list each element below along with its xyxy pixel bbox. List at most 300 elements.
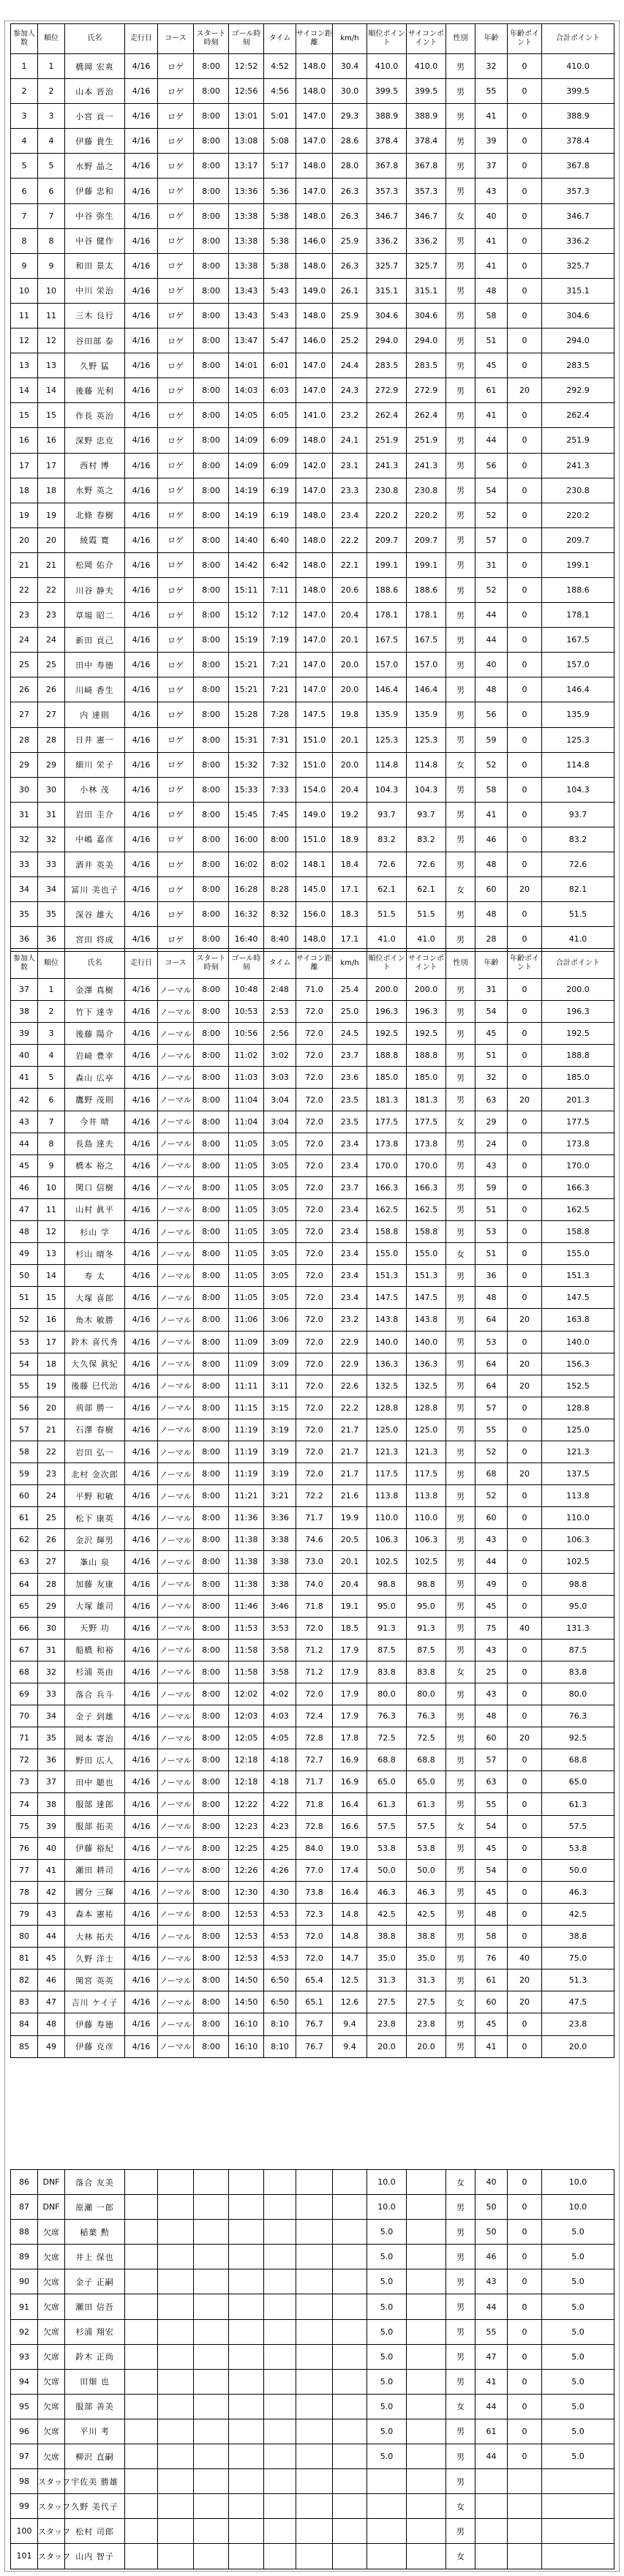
table-cell: 44 (11, 1133, 38, 1154)
table-cell: 83.2 (407, 827, 446, 852)
table-row (11, 478, 614, 503)
table-cell: 男 (446, 802, 475, 827)
table-cell: 22.9 (333, 1331, 367, 1353)
table-cell: 325.7 (407, 253, 446, 278)
table-cell: 325.7 (367, 253, 407, 278)
table-cell: 43 (11, 1111, 38, 1133)
table-cell: 欠席 (38, 2269, 65, 2294)
table-cell: 男 (446, 2294, 475, 2319)
table-cell: 8:00 (194, 203, 229, 228)
table-cell: 0 (508, 1243, 542, 1265)
table-cell: 35 (38, 902, 65, 927)
table-cell (367, 2469, 407, 2494)
table-cell: 8:00 (194, 453, 229, 478)
table-cell: 0 (508, 1331, 542, 1353)
table-cell: 55 (475, 2319, 508, 2344)
table-cell (125, 2544, 158, 2569)
table-cell: 72.0 (296, 1154, 333, 1176)
table-cell (194, 2294, 229, 2319)
table-cell: 4/16 (125, 453, 158, 478)
table-cell: 男 (446, 228, 475, 253)
table-cell: ノーマル (158, 1221, 194, 1243)
table-cell: 9 (38, 1154, 65, 1176)
table-cell (296, 2544, 333, 2569)
table-cell: 209.7 (542, 527, 614, 552)
table-cell: 4/16 (125, 1881, 158, 1903)
table-cell: 0 (508, 1045, 542, 1067)
table-cell: 51 (475, 1045, 508, 1067)
table-cell: 22 (38, 1441, 65, 1462)
table-cell: 19.1 (333, 1595, 367, 1617)
table-cell (407, 2195, 446, 2220)
table-cell: 女 (446, 2544, 475, 2569)
table-cell (194, 2394, 229, 2419)
table-cell: 10:48 (229, 979, 264, 1001)
table-cell (264, 2170, 296, 2195)
table-cell: 44 (475, 428, 508, 453)
table-cell: 0 (508, 979, 542, 1001)
table-cell: 中嶋 嘉彦 (65, 827, 125, 852)
table-cell: 8:00 (194, 428, 229, 453)
table-cell: ロゲ (158, 827, 194, 852)
table-cell: 男 (446, 603, 475, 628)
table-cell: 64 (11, 1573, 38, 1595)
table-cell: 18.3 (333, 902, 367, 927)
table-cell: 188.8 (542, 1045, 614, 1067)
table-cell: 30 (38, 1617, 65, 1639)
table-cell: ノーマル (158, 1089, 194, 1111)
table-cell: 16 (11, 428, 38, 453)
table-cell (296, 2444, 333, 2469)
table-cell: 0 (508, 428, 542, 453)
table-cell: 121.3 (367, 1441, 407, 1462)
table-cell (296, 2170, 333, 2195)
table-cell (125, 2519, 158, 2544)
table-cell: 125.3 (407, 727, 446, 752)
table-cell: 4:23 (264, 1815, 296, 1837)
table-row (11, 2419, 614, 2444)
table-cell: 13:17 (229, 154, 264, 179)
table-cell: 8:00 (194, 253, 229, 278)
table-cell: 4:53 (264, 1948, 296, 1969)
table-cell: 106.3 (542, 1529, 614, 1551)
table-cell: 柳沢 直嗣 (65, 2444, 125, 2469)
table-cell: 23 (38, 603, 65, 628)
table-cell: 42 (38, 1881, 65, 1903)
table-cell: 0 (508, 527, 542, 552)
table-cell: 88 (11, 2220, 38, 2245)
table-cell: ロゲ (158, 278, 194, 303)
table-cell: 3:05 (264, 1265, 296, 1287)
table-cell: 4/16 (125, 552, 158, 577)
table-cell: 服部 拓美 (65, 1815, 125, 1837)
table-cell: 金子 到雄 (65, 1705, 125, 1727)
table-cell: 410.0 (367, 54, 407, 79)
table-row (11, 1023, 614, 1045)
table-cell: 12:52 (229, 54, 264, 79)
table-row (11, 2269, 614, 2294)
table-cell: 山内 智子 (65, 2544, 125, 2569)
table-cell: ノーマル (158, 1507, 194, 1529)
table-row (11, 403, 614, 428)
table-cell: 72.7 (296, 1749, 333, 1771)
table-cell: 49 (11, 1243, 38, 1265)
table-cell: 4:30 (264, 1881, 296, 1903)
table-cell (296, 2419, 333, 2444)
table-cell: 11:53 (229, 1617, 264, 1639)
table-cell: 177.5 (407, 1111, 446, 1133)
table-cell: 59 (11, 1463, 38, 1485)
table-cell: 4:53 (264, 1926, 296, 1948)
table-cell: 40 (508, 1948, 542, 1969)
table-cell: 12:25 (229, 1837, 264, 1859)
table-cell: 61.3 (542, 1793, 614, 1815)
table-cell: 8:00 (194, 179, 229, 203)
table-cell: 51.3 (542, 1969, 614, 1991)
table-cell: 11:02 (229, 1045, 264, 1067)
table-cell: 9 (38, 253, 65, 278)
table-cell: 0 (508, 1176, 542, 1198)
table-cell: 154.0 (296, 777, 333, 802)
table-cell: 23.4 (333, 1198, 367, 1220)
table-cell (194, 2220, 229, 2245)
table-cell: 76.7 (296, 2013, 333, 2035)
table-cell: 84.0 (296, 1837, 333, 1859)
table-cell: 0 (508, 179, 542, 203)
table-cell: 23 (38, 1463, 65, 1485)
table-cell: 7 (38, 203, 65, 228)
table-cell (333, 2220, 367, 2245)
table-cell: ノーマル (158, 1176, 194, 1198)
table-cell: 2:48 (264, 979, 296, 1001)
table-cell: 41 (475, 403, 508, 428)
table-cell: 30.0 (333, 79, 367, 104)
table-cell: 0 (508, 1926, 542, 1948)
table-cell: 173.8 (407, 1133, 446, 1154)
table-cell: 8:00 (194, 1198, 229, 1220)
table-cell: 24 (11, 628, 38, 653)
table-cell: 8:00 (194, 603, 229, 628)
table-cell: 男 (446, 2444, 475, 2469)
table-cell (194, 2195, 229, 2220)
table-cell: 水野 英之 (65, 478, 125, 503)
table-cell: 92 (11, 2319, 38, 2344)
table-cell: 20.1 (333, 1551, 367, 1573)
table-cell (333, 2394, 367, 2419)
table-cell: 45 (475, 1837, 508, 1859)
table-cell: 45 (475, 2013, 508, 2035)
table-cell (229, 2319, 264, 2344)
table-cell: 20 (508, 1991, 542, 2013)
table-cell: 41 (11, 1067, 38, 1089)
table-cell (264, 2444, 296, 2469)
table-cell: スタッフ (38, 2519, 65, 2544)
table-row (11, 1991, 614, 2013)
table-cell: 8:00 (194, 503, 229, 527)
table-cell: ロゲ (158, 154, 194, 179)
table-cell: 宇佐美 勝雄 (65, 2469, 125, 2494)
table-cell (229, 2195, 264, 2220)
table-cell: 4/16 (125, 1353, 158, 1375)
table-cell: 147.0 (296, 378, 333, 403)
table-cell: 12:26 (229, 1859, 264, 1881)
header-cell: 順位 (38, 24, 65, 54)
table-cell: 11:05 (229, 1154, 264, 1176)
table-cell: 6:09 (264, 428, 296, 453)
table-cell: 93.7 (407, 802, 446, 827)
table-cell: 48 (475, 902, 508, 927)
table-cell: 5:36 (264, 179, 296, 203)
table-cell: 178.1 (407, 603, 446, 628)
table-cell: 72.0 (296, 1463, 333, 1485)
table-cell: 4:53 (264, 1903, 296, 1925)
table-cell: 23.1 (333, 453, 367, 478)
table-cell: ノーマル (158, 979, 194, 1001)
table-cell (296, 2269, 333, 2294)
table-cell: 男 (446, 2245, 475, 2269)
table-cell: 8:00 (194, 1067, 229, 1089)
table-cell: 45 (475, 1595, 508, 1617)
table-cell: 188.6 (407, 577, 446, 602)
table-cell: 14.7 (333, 1948, 367, 1969)
table-cell: 0 (508, 353, 542, 378)
normal-header-row (11, 949, 614, 979)
table-cell: 230.8 (367, 478, 407, 503)
table-cell: 71.2 (296, 1639, 333, 1661)
table-cell: 52 (475, 503, 508, 527)
table-cell: 142.0 (296, 453, 333, 478)
table-row (11, 979, 614, 1001)
table-cell: 18.9 (333, 827, 367, 852)
table-cell: 346.7 (542, 203, 614, 228)
table-cell: 53 (475, 1331, 508, 1353)
table-cell: 46.3 (542, 1881, 614, 1903)
table-cell: 50 (475, 2220, 508, 2245)
table-cell: 4/16 (125, 1089, 158, 1111)
table-cell: 男 (446, 527, 475, 552)
table-cell: 23.5 (333, 1111, 367, 1133)
table-cell: 72.0 (296, 1067, 333, 1089)
table-cell: 65.0 (407, 1771, 446, 1793)
table-cell: 4/16 (125, 1198, 158, 1220)
table-cell: 23.3 (333, 478, 367, 503)
table-cell: 4/16 (125, 727, 158, 752)
table-cell: 23.4 (333, 503, 367, 527)
table-cell: 0 (508, 2369, 542, 2394)
table-cell: 20.0 (333, 653, 367, 677)
table-cell (264, 2519, 296, 2544)
table-cell: 8:00 (194, 1881, 229, 1903)
table-cell: 93.7 (542, 802, 614, 827)
table-cell: 72.0 (296, 1353, 333, 1375)
table-cell: 8:00 (194, 1331, 229, 1353)
table-cell: 57 (475, 1749, 508, 1771)
table-cell: 42.5 (542, 1903, 614, 1925)
table-cell: 20 (508, 877, 542, 902)
table-cell: 14:09 (229, 453, 264, 478)
table-cell: ロゲ (158, 478, 194, 503)
table-cell: 12:18 (229, 1749, 264, 1771)
table-row (11, 1771, 614, 1793)
table-row (11, 1463, 614, 1485)
table-cell: 4/16 (125, 129, 158, 154)
table-cell: 男 (446, 1859, 475, 1881)
table-cell: 49 (475, 1573, 508, 1595)
table-cell: 31.3 (367, 1969, 407, 1991)
table-cell (194, 2469, 229, 2494)
table-cell: 岡本 寄治 (65, 1727, 125, 1749)
table-cell: ロゲ (158, 328, 194, 353)
table-cell: 8:00 (194, 1991, 229, 2013)
table-cell: 男 (446, 2013, 475, 2035)
table-cell: 68.8 (407, 1749, 446, 1771)
table-cell: 38.8 (367, 1926, 407, 1948)
table-cell: 188.6 (542, 577, 614, 602)
table-row (11, 827, 614, 852)
normal-results-table (10, 948, 614, 2058)
table-cell: 森本 憲祐 (65, 1903, 125, 1925)
table-cell: 14 (11, 378, 38, 403)
table-cell: 6:01 (264, 353, 296, 378)
table-cell: 0 (508, 1419, 542, 1441)
table-cell: 75 (11, 1815, 38, 1837)
table-cell: ノーマル (158, 1265, 194, 1287)
table-cell: 336.2 (542, 228, 614, 253)
table-cell: 男 (446, 104, 475, 129)
table-cell: 5 (38, 154, 65, 179)
table-cell: 0 (508, 1111, 542, 1133)
table-cell: ロゲ (158, 228, 194, 253)
table-cell: 野田 広人 (65, 1749, 125, 1771)
table-cell: 20 (11, 527, 38, 552)
table-cell (367, 2544, 407, 2569)
table-cell: 3:38 (264, 1551, 296, 1573)
table-cell: 158.8 (407, 1221, 446, 1243)
table-cell: 47 (11, 1198, 38, 1220)
table-cell: 15:21 (229, 653, 264, 677)
table-row (11, 179, 614, 203)
table-cell: 5:43 (264, 303, 296, 328)
table-cell: 関宮 英英 (65, 1969, 125, 1991)
table-cell: 3:05 (264, 1154, 296, 1176)
table-cell: 4/16 (125, 1045, 158, 1067)
table-cell: 76.3 (407, 1705, 446, 1727)
table-cell: 男 (446, 1948, 475, 1969)
table-cell: 251.9 (542, 428, 614, 453)
table-cell: 128.8 (542, 1397, 614, 1419)
logs-section (10, 23, 614, 952)
table-cell: 5.0 (367, 2269, 407, 2294)
table-cell: 19 (11, 503, 38, 527)
table-row (11, 1926, 614, 1948)
table-cell: 8:00 (194, 852, 229, 877)
table-cell: 6:19 (264, 478, 296, 503)
table-cell: 40 (11, 1045, 38, 1067)
table-cell: 52 (11, 1309, 38, 1331)
table-cell: 0 (508, 2344, 542, 2369)
table-cell: 167.5 (367, 628, 407, 653)
table-cell (125, 2245, 158, 2269)
table-cell (333, 2195, 367, 2220)
table-cell: 32 (11, 827, 38, 852)
table-cell (264, 2319, 296, 2344)
table-cell: 11:03 (229, 1067, 264, 1089)
table-cell: 57.5 (367, 1815, 407, 1837)
table-cell: 61 (475, 2419, 508, 2444)
table-cell: 落合 兵斗 (65, 1683, 125, 1705)
table-cell: 11:09 (229, 1331, 264, 1353)
table-cell: 28 (11, 727, 38, 752)
table-cell: 5.0 (542, 2444, 614, 2469)
table-cell: 0 (508, 278, 542, 303)
table-cell: 0 (508, 628, 542, 653)
table-cell: 4/16 (125, 702, 158, 727)
table-cell: 女 (446, 1661, 475, 1683)
table-cell: 32 (38, 827, 65, 852)
table-cell: 41.0 (407, 927, 446, 952)
table-cell: ロゲ (158, 577, 194, 602)
table-row (11, 1154, 614, 1176)
table-cell: 72.0 (296, 1133, 333, 1154)
table-cell: 8:00 (194, 378, 229, 403)
header-cell: 順位ポイント (367, 949, 407, 979)
table-cell: 4/16 (125, 1859, 158, 1881)
table-cell (158, 2344, 194, 2369)
table-cell: ノーマル (158, 1419, 194, 1441)
table-cell: 3:04 (264, 1111, 296, 1133)
table-cell: 3:11 (264, 1375, 296, 1397)
table-row (11, 2245, 614, 2269)
table-cell: 3:05 (264, 1221, 296, 1243)
table-cell: 7:33 (264, 777, 296, 802)
table-cell: 192.5 (407, 1023, 446, 1045)
table-cell: 0 (508, 552, 542, 577)
table-cell: 川谷 静夫 (65, 577, 125, 602)
table-cell (264, 2394, 296, 2419)
table-cell: 4/16 (125, 1243, 158, 1265)
table-cell: 男 (446, 1926, 475, 1948)
table-cell: 15:11 (229, 577, 264, 602)
table-cell: 46 (475, 2245, 508, 2269)
table-cell: 4/16 (125, 1176, 158, 1198)
table-cell: 8:00 (194, 2013, 229, 2035)
table-cell: 410.0 (542, 54, 614, 79)
table-row (11, 2170, 614, 2195)
table-cell (264, 2269, 296, 2294)
table-cell: 0 (508, 1595, 542, 1617)
table-cell (333, 2444, 367, 2469)
table-cell: 32 (38, 1661, 65, 1683)
table-cell: 44 (475, 628, 508, 653)
table-cell: 男 (446, 1573, 475, 1595)
table-cell: 0 (508, 2035, 542, 2057)
table-cell: 136.3 (407, 1353, 446, 1375)
table-cell: 4/16 (125, 902, 158, 927)
table-cell: 8:00 (194, 577, 229, 602)
table-cell: 0 (508, 1683, 542, 1705)
table-cell: 男 (446, 1507, 475, 1529)
table-cell: ノーマル (158, 1529, 194, 1551)
table-cell: 4/16 (125, 1815, 158, 1837)
table-cell: 和田 景太 (65, 253, 125, 278)
table-cell: 0 (508, 79, 542, 104)
table-cell: 11:15 (229, 1397, 264, 1419)
table-cell: 35 (11, 902, 38, 927)
table-cell: 200.0 (407, 979, 446, 1001)
table-cell: 峯山 泉 (65, 1551, 125, 1573)
table-cell: 173.8 (367, 1133, 407, 1154)
table-cell: 4/16 (125, 1903, 158, 1925)
